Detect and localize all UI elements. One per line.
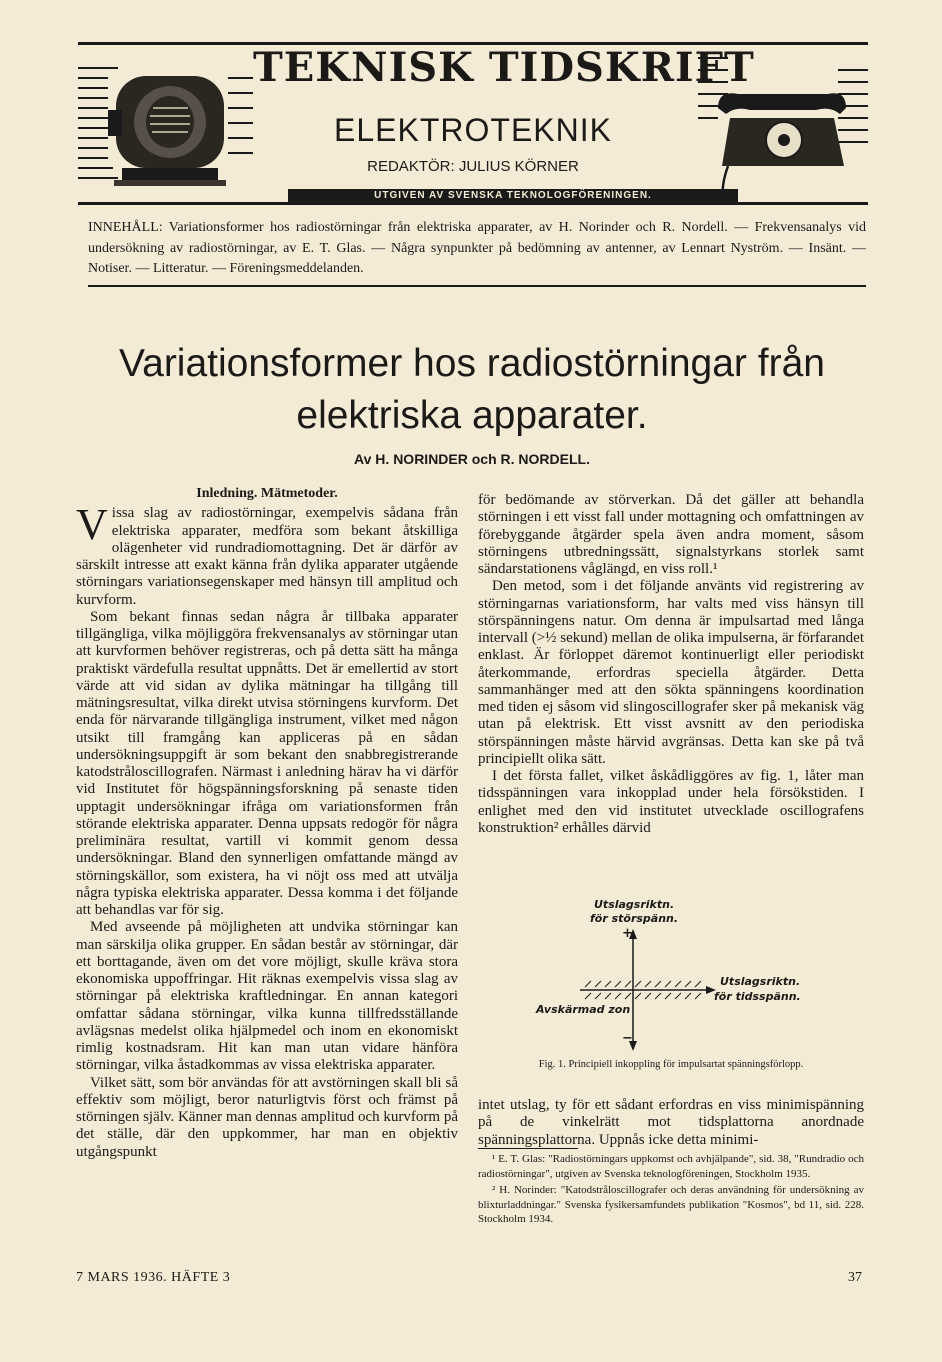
fig-label-right-2: för tidsspänn. <box>714 990 801 1003</box>
fig-label-right-1: Utslagsriktn. <box>720 975 801 988</box>
fig-label-zone: Avskärmad zon <box>536 1003 631 1016</box>
paragraph: Vilket sätt, som bör användas för att avstörningen skall bli så effektiv som möjligt, beror naturligtvis först och främst på störningen själv. Känner man dennas amplitud och kurvform på det ställe, där den uppkommer, har man en objektiv utgångspunkt <box>76 1074 458 1160</box>
journal-section: ELEKTROTEKNIK <box>334 112 612 148</box>
fig-label-plus: + <box>622 926 633 941</box>
telephone-illustration <box>698 48 868 202</box>
right-column-continued <box>478 1097 864 1149</box>
figure-caption: Fig. 1. Principiell inkoppling för impulsartat spänningsförlopp. <box>538 1059 804 1070</box>
paragraph-text: issa slag av radiostörningar, exempelvis sådana från elektriska apparater, medföra som bekant åtskilliga olägenheter vid rundradiomottagning. Det är därför av särskilt intresse att exakt känna från dylika apparater utgående störningars variationsegenskaper med hänsyn till amplitud och kurvform. <box>76 505 458 608</box>
contents-divider <box>88 285 866 287</box>
paragraph: Med avseende på möjligheten att undvika störningar kan man särskilja olika grupper. En sådan består av störningar, där ett borttagande, även om det vore möjligt, skulle kräva stora ekonomiska uppoffringar. Hit räknas exempelvis vissa slag av störningar på elektriska kraftledningar. En annan kategori omfattar sådana störningar, vilka kunna tillfredsställande avlägsnas medelst olika hjälpmedel och inom en ekonomiskt rimlig kostnadsram. Hit kan man utan vidare hänföra störningar, vilka åstadkommas av vissa elektriska apparater. <box>76 919 458 1074</box>
paragraph: intet utslag, ty för ett sådant erfordras en viss minimispänning på de vinkelrätt mot tidsplattorna anordnade spänningsplattorna. Uppnås icke detta minimi- <box>478 1097 864 1148</box>
fig-label-top-1: Utslagsriktn. <box>594 898 675 911</box>
figure-1-diagram <box>530 895 850 1060</box>
masthead-bottom-rule <box>78 202 868 205</box>
paragraph: Som bekant finnas sedan några år tillbaka apparater tillgängliga, vilka möjliggöra frekvensanalys av störningar utan att kurvformen behöver registreras, och på detta sätt ha många praktiskt värdefulla resultat uppnåtts. Det är emellertid av stort värde att vid sidan av dylika mätningar ha tillgång till mätningsresultat, vilka direkt utvisa störningens kurvform. Det enda för närvarande tillgängliga instrument, vilket med någon utsikt till framgång kan appliceras på en sådan undersökningsuppgift är som bekant den snabbregistrerande katodstråloscillografen. Närmast i anledning härav ha vi därför vid Institutet för högspänningsforskning på senaste tiden upptagit undersökningar ifråga om variationsformen från störande elektriska apparater. Denna uppsats redogör för några preliminära resultat, vartill vi kommit genom dessa undersökningar. Bland den synnerligen omfattande mängd av störningskällor, som existera, ha vi nöjt oss med att utvälja några typiska elektriska apparater. Dessa komma i det följande att behandlas var för sig. <box>76 608 458 918</box>
footnotes <box>478 1148 864 1229</box>
fig-label-minus: − <box>622 1031 633 1046</box>
paragraph: Den metod, som i det följande använts vid registrering av störningarnas variationsform, har valts med viss hänsyn till störspänningens natur. Om denna är impulsartad med långa intervall (>½ sekund) mellan de olika impulserna, är förfarandet enklast. Är förloppet däremot kontinuerligt eller periodiskt återkommande, erfordras speciella åtgärder. Detta sammanhänger med att den sökta spänningens koordination med tiden ej såsom vid slingoscillografer sker på mekanisk väg utan på elektrisk. Ett visst avsnitt av den periodiska störspänningen måste härvid avgränsas. Detta kan ske på två principiellt olika sätt. <box>478 578 864 767</box>
journal-title: TEKNISK TIDSKRIFT <box>253 44 755 91</box>
page-number: 37 <box>848 1270 862 1285</box>
article-title-line-1: Variationsformer hos radiostörningar från <box>119 342 825 385</box>
electric-motor-illustration <box>78 48 253 202</box>
section-heading: Inledning. Mätmetoder. <box>196 486 338 501</box>
left-column <box>76 485 458 1161</box>
drop-cap: V <box>76 500 108 550</box>
masthead <box>78 42 868 212</box>
journal-editor: REDAKTÖR: JULIUS KÖRNER <box>367 158 579 175</box>
table-of-contents: INNEHÅLL: Variationsformer hos radiostörningar från elektriska apparater, av H. Norinder och R. Nordell. — Frekvensanalys vid undersökning av radiostörningar, av E. T. Glas. — Några synpunkter på bedömning av antenner, av Lennart Nyström. — Insänt. — Notiser. — Litteratur. — Föreningsmeddelanden. <box>88 220 866 276</box>
issue-date: 7 MARS 1936. HÄFTE 3 <box>76 1270 231 1285</box>
footnote-rule <box>478 1148 578 1149</box>
paragraph <box>76 500 458 609</box>
figure-1 <box>530 895 850 1060</box>
article-title-line-2: elektriska apparater. <box>296 394 648 437</box>
footnote-2: ² H. Norinder: "Katodstråloscillografer och deras användning för undersökning av blixturladdningar." Svenska fysikersamfundets publikation "Kosmos", bd 11, sid. 228. Stockholm 1934. <box>478 1184 864 1226</box>
paragraph: för bedömande av störverkan. Då det gäller att behandla störningen i ett visst fall under mottagning och omfattningen av förebyggande åtgärder spela även andra moment, såsom störningens utbredningssätt, signalstyrkans storlek samt sändarstationens våglängd, en viss roll.¹ <box>478 492 864 577</box>
article-byline: Av H. NORINDER och R. NORDELL. <box>354 451 590 467</box>
footnote-1: ¹ E. T. Glas: "Radiostörningars uppkomst och avhjälpande", sid. 38, "Rundradio och radiostörningar", utgiven av Svenska teknologföreningen, Stockholm 1935. <box>478 1153 864 1180</box>
article-title <box>88 338 856 442</box>
publisher-banner: UTGIVEN AV SVENSKA TEKNOLOGFÖRENINGEN. <box>288 189 738 203</box>
paragraph: I det första fallet, vilket åskådliggöres av fig. 1, låter man tidsspänningen vara inkopplad under hela försökstiden. I enlighet med den vid institutet utvecklade oscillografens konstruktion² erhålles därvid <box>478 768 864 836</box>
fig-label-top-2: för störspänn. <box>590 912 679 925</box>
right-column <box>478 492 864 837</box>
